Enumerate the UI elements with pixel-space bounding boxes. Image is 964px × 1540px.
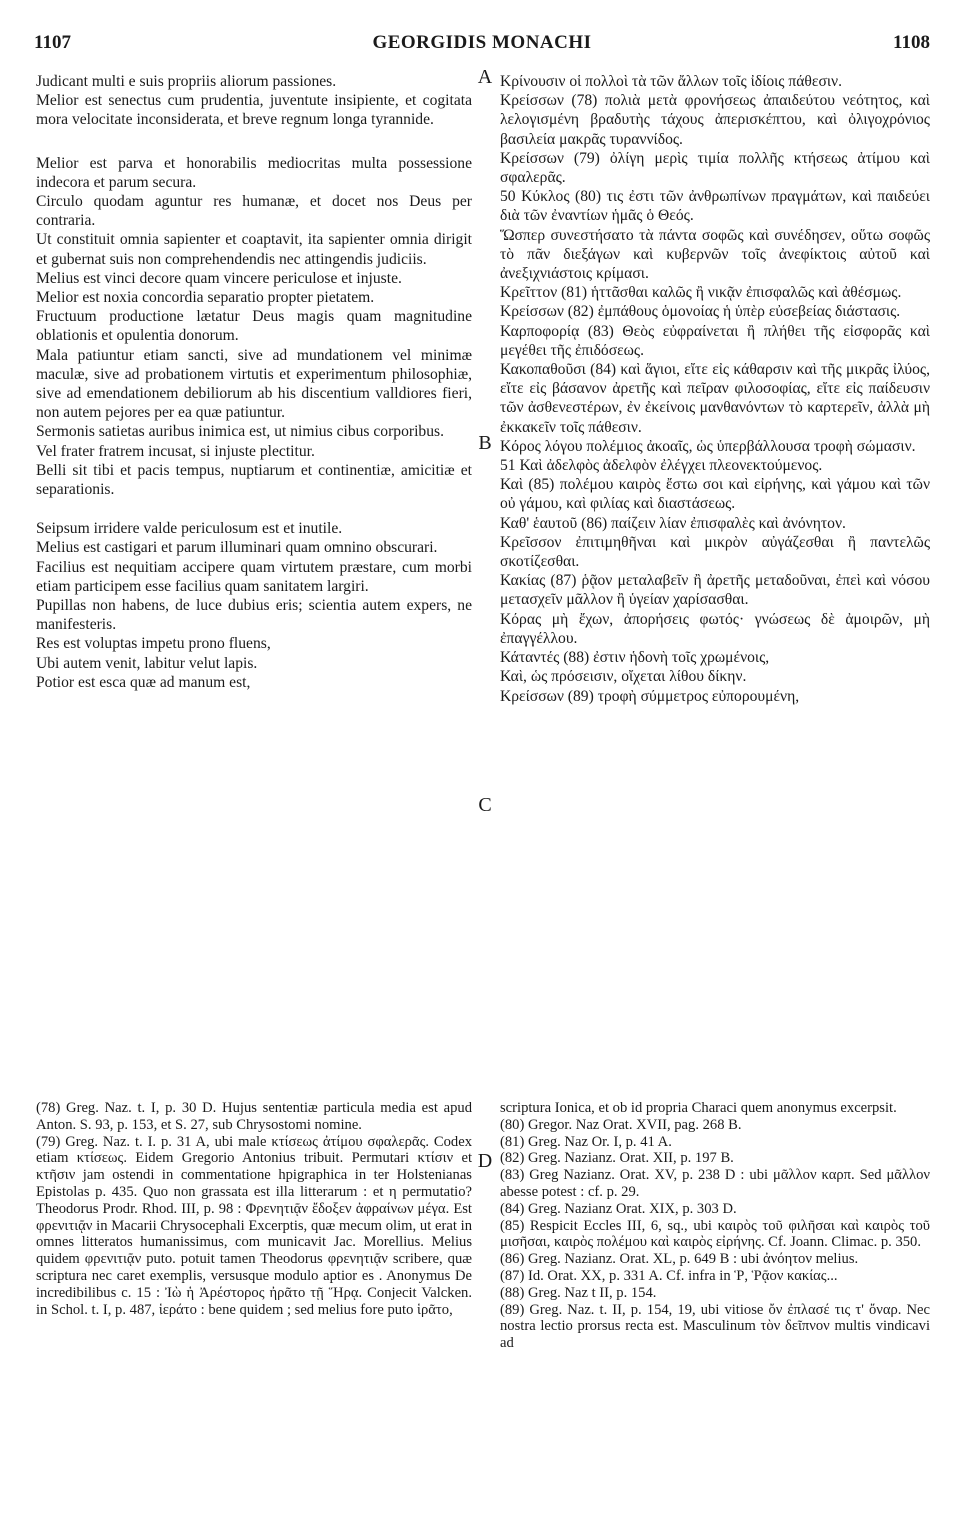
latin-sentence: Seipsum irridere valde periculosum est et inutile. <box>36 520 343 538</box>
latin-sentence: Melius est castigari et parum illuminari quam omnino obscurari. <box>36 539 438 557</box>
footnotes-left <box>36 1100 472 1318</box>
greek-sentence: Καθ' ἑαυτοῦ (86) παίζειν λίαν ἐπισφαλὲς καὶ ἀνόνητον. <box>500 514 846 532</box>
footnote: (81) Greg. Naz Or. I, p. 41 A. <box>500 1133 672 1150</box>
page-number-left: 1107 <box>34 32 71 53</box>
footnote: (85) Respicit Eccles III, 6, sq., ubi καιρὸς τοῦ φιλῆσαι καὶ καιρὸς τοῦ μισῆσαι, καιρὸς πολέμου καὶ καιρὸς εἰρήνης. Cf. Joann. Climac. p. 350. <box>500 1217 930 1251</box>
latin-sentence: Melius est vinci decore quam vincere periculose et injuste. <box>36 269 402 287</box>
footnote: (79) Greg. Naz. t. I. p. 31 A, ubi male κτίσεως ἀτίμου σφαλερᾶς. Codex etiam κτίσεως. Eidem Gregorio Antonius tribuit. Permutari κτίσιν et κτῆσιν jam ostendi in commentatione hpigraphica in ter Holstenianas Epistolas p. 435. Quo non grassata est illa litterarum : et η permutatio? Theodorus Prodr. Rhod. III, p. 98 : Φρενητιᾷν ἔδοξεν ἀφραίνων μέγα. Est φρενιτιᾷν in Macarii Chrysocephali Excerptis, quæ mecum olim, ut erat in omnes litteratos humanissimus, com municavit Jac. Morellius. Melius quidem φρενιτιᾷν puto. potuit tamen Theodorus φρενητιᾷν scribere, quæ scriptura nec caret exemplis, versusque modulo aptior es . Anonymus De incredibilibus c. 15 : Ἰὼ ἡ Ἀρέστορος ἠρᾶτο τῇ Ἥρᾳ. Conjecit Valcken. in Schol. t. I, p. 487, ἱεράτο : bene quidem ; sed melius fore puto ἱρᾶτο, <box>36 1133 472 1318</box>
latin-sentence: Facilius est nequitiam accipere quam virtutem præstare, cum morbi etiam participem esse facilius quam sanitatem largiri. <box>36 558 472 595</box>
footnote: (80) Gregor. Naz Orat. XVII, pag. 268 B. <box>500 1116 742 1133</box>
latin-sentence: Vel frater fratrem incusat, si injuste plectitur. <box>36 442 315 460</box>
latin-sentence: Circulo quodam aguntur res humanæ, et docet nos Deus per contraria. <box>36 193 472 230</box>
footnote: (82) Greg. Nazianz. Orat. XII, p. 197 B. <box>500 1150 734 1167</box>
greek-sentence: Κρείσσων (79) ὀλίγη μερὶς τιμία πολλῆς κτήσεως ἀτίμου καὶ σφαλερᾶς. <box>500 149 930 187</box>
footnote: (88) Greg. Naz t II, p. 154. <box>500 1284 657 1301</box>
running-title: GEORGIDIS MONACHI <box>372 32 592 53</box>
footnote: (89) Greg. Naz. t. II, p. 154, 19, ubi vitiose ὄν ἐπλασέ τις τ' ὄναρ. Nec nostra lectio prorsus recta est. Masculinum τὸν δεῖπνον multis vindicavi ad <box>500 1301 930 1352</box>
latin-sentence: Sermonis satietas auribus inimica est, ut nimius cibus corporibus. <box>36 423 444 441</box>
latin-sentence: Melior est senectus cum prudentia, juventute insipiente, et cogitata mora velocitate inconsiderata, et breve regnum longa tyrannide. <box>36 92 472 129</box>
greek-sentence: Κρείσσων (82) ἐμπάθους ὁμονοίας ἡ ὑπὲρ εὐσεβείας διάστασις. <box>500 303 901 321</box>
footnote: (86) Greg. Nazianz. Orat. XL, p. 649 B : ubi ἀνόητον melius. <box>500 1251 859 1268</box>
footnote: (84) Greg. Nazianz Orat. XIX, p. 303 D. <box>500 1200 737 1217</box>
latin-sentence: Judicant multi e suis propriis aliorum passiones. <box>36 73 337 90</box>
greek-sentence: Καὶ (85) πολέμου καιρὸς ἔστω σοι καὶ εἰρήνης, καὶ γάμου καὶ τῶν οὐ γάμου, καὶ φιλίας καὶ διαστάσεως. <box>500 476 930 513</box>
greek-sentence: Καρποφορίᾳ (83) Θεὸς εὐφραίνεται ἢ πλήθει τῆς εἰσφορᾶς καὶ μεγέθει τῆς ἐπιδόσεως. <box>500 322 930 359</box>
page-number-right: 1108 <box>893 32 930 53</box>
latin-sentence: Melior est noxia concordia separatio propter pietatem. <box>36 289 375 307</box>
greek-sentence: Ὥσπερ συνεστήσατο τὰ πάντα σοφῶς καὶ συνέδησεν, οὕτω σοφῶς τὸ πᾶν διεξάγων καὶ κυβερνῶν τοῖς ἀνεφίκτοις αὐτοῦ καὶ ἀνεξιχνιάστοις κρίμασι. <box>500 226 930 283</box>
footnotes-right <box>500 1100 930 1352</box>
greek-column <box>500 72 930 706</box>
latin-column <box>36 72 472 692</box>
greek-sentence: Κακίας (87) ῥᾷον μεταλαβεῖν ἢ ἀρετῆς μεταδοῦναι, ἐπεὶ καὶ νόσου μετασχεῖν μᾶλλον ἢ ὑγείαν χαρίσασθαι. <box>500 572 930 609</box>
latin-sentence: Pupillas non habens, de luce dubius eris; scientia autem expers, ne manifesteris. <box>36 597 472 634</box>
latin-sentence: Ut constituit omnia sapienter et coaptavit, ita sapienter omnia dirigit et gubernat suis non comprehendendis nec attingendis judiciis. <box>36 231 472 268</box>
greek-sentence: Κρεῖττον (81) ἡττᾶσθαι καλῶς ἢ νικᾷν ἐπισφαλῶς καὶ ἀθέσμως. <box>500 284 902 302</box>
latin-sentence: Melior est parva et honorabilis mediocritas multa possessione indecora et parum secura. <box>36 154 472 191</box>
greek-verse: Κρείσσων (89) τροφὴ σύμμετρος εὐπορουμένη, <box>500 687 800 705</box>
running-header <box>34 32 930 58</box>
margin-marker-b: B <box>478 432 492 454</box>
greek-sentence: Κρείσσων (78) πολιὰ μετὰ φρονήσεως ἀπαιδεύτου νεότητος, καὶ λελογισμένη βραδυτὴς τάχους ἀπερισκέπτου, καὶ ὀλιγοχρόνιος βασιλεία μακρᾶς τυραννίδος. <box>500 92 930 148</box>
greek-sentence: Κόρας μὴ ἔχων, ἀπορήσεις φωτός· γνώσεως δὲ ἀμοιρῶν, μὴ ἐπαγγέλλου. <box>500 610 930 647</box>
greek-sentence: Κακοπαθοῦσι (84) καὶ ἅγιοι, εἴτε εἰς κάθαρσιν καὶ τῆς μικρᾶς ἰλύος, εἴτε εἰς βάσανον ἀρετῆς καὶ πεῖραν φιλοσοφίας, εἴτε εἰς παίδευσιν τῶν ἀσθενεστέρων, ἐν ἐκείνοις μανθανόντων τὸ καρτερεῖν, ἀλλὰ μὴ ἐκκακεῖν τοῖς πάθεσιν. <box>500 361 930 436</box>
greek-verse: Καὶ, ὡς πρόσεισιν, οἴχεται λίθου δίκην. <box>500 668 747 686</box>
margin-marker-d: D <box>477 1150 493 1172</box>
greek-sentence: 51 Καὶ ἀδελφὸς ἀδελφὸν ἐλέγχει πλεονεκτούμενος. <box>500 457 823 475</box>
greek-sentence: Κρίνουσιν οἱ πολλοὶ τὰ τῶν ἄλλων τοῖς ἰδίοις πάθεσιν. <box>500 73 842 90</box>
latin-sentence: Mala patiuntur etiam sancti, sive ad mundationem vel minimæ maculæ, sive ad probationem virtutis et experimentum philosophiæ, sive ad emendationem debiliorum ab his discentium valldiores fieri, non autem pejores per ea quæ patiuntur. <box>36 346 472 422</box>
latin-sentence: Belli sit tibi et pacis tempus, nuptiarum et continentiæ, amicitiæ et separationis. <box>36 461 472 499</box>
latin-verse: Res est voluptas impetu prono fluens, <box>36 635 271 653</box>
margin-marker-a: A <box>477 66 493 88</box>
latin-verse: Potior est esca quæ ad manum est, <box>36 673 251 691</box>
greek-verse: Κάταντές (88) ἐστιν ἡδονὴ τοῖς χρωμένοις, <box>500 649 770 667</box>
footnote: scriptura Ionica, et ob id propria Characi quem anonymus excerpsit. <box>500 1100 897 1116</box>
latin-verse: Ubi autem venit, labitur velut lapis. <box>36 654 258 672</box>
greek-sentence: Κόρος λόγου πολέμιος ἀκοαῖς, ὡς ὑπερβάλλουσα τροφὴ σώμασιν. <box>500 437 916 455</box>
margin-marker-c: C <box>478 794 492 816</box>
greek-sentence: 50 Κύκλος (80) τις ἐστι τῶν ἀνθρωπίνων πραγμάτων, καὶ παιδεύει διὰ τῶν ἐναντίων ἡμᾶς ὁ Θεός. <box>500 188 930 225</box>
greek-sentence: Κρεῖσσον ἐπιτιμηθῆναι καὶ μικρὸν αὐγάζεσθαι ἢ παντελῶς σκοτίζεσθαι. <box>500 533 930 571</box>
latin-sentence: Fructuum productione lætatur Deus magis quam magnitudine oblationis et opulentia donorum. <box>36 308 472 345</box>
footnote: (83) Greg Nazianz. Orat. XV, p. 238 D : ubi μᾶλλον καρπ. Sed μᾶλλον abesse potest : cf. p. 29. <box>500 1167 930 1200</box>
footnote: (87) Id. Orat. XX, p. 331 A. Cf. infra in Ῥ, Ῥᾷον κακίας... <box>500 1267 838 1284</box>
footnote: (78) Greg. Naz. t. I, p. 30 D. Hujus sententiæ particula media est apud Anton. S. 93, p. 153, et S. 27, sub Chrysostomi nomine. <box>36 1100 472 1133</box>
